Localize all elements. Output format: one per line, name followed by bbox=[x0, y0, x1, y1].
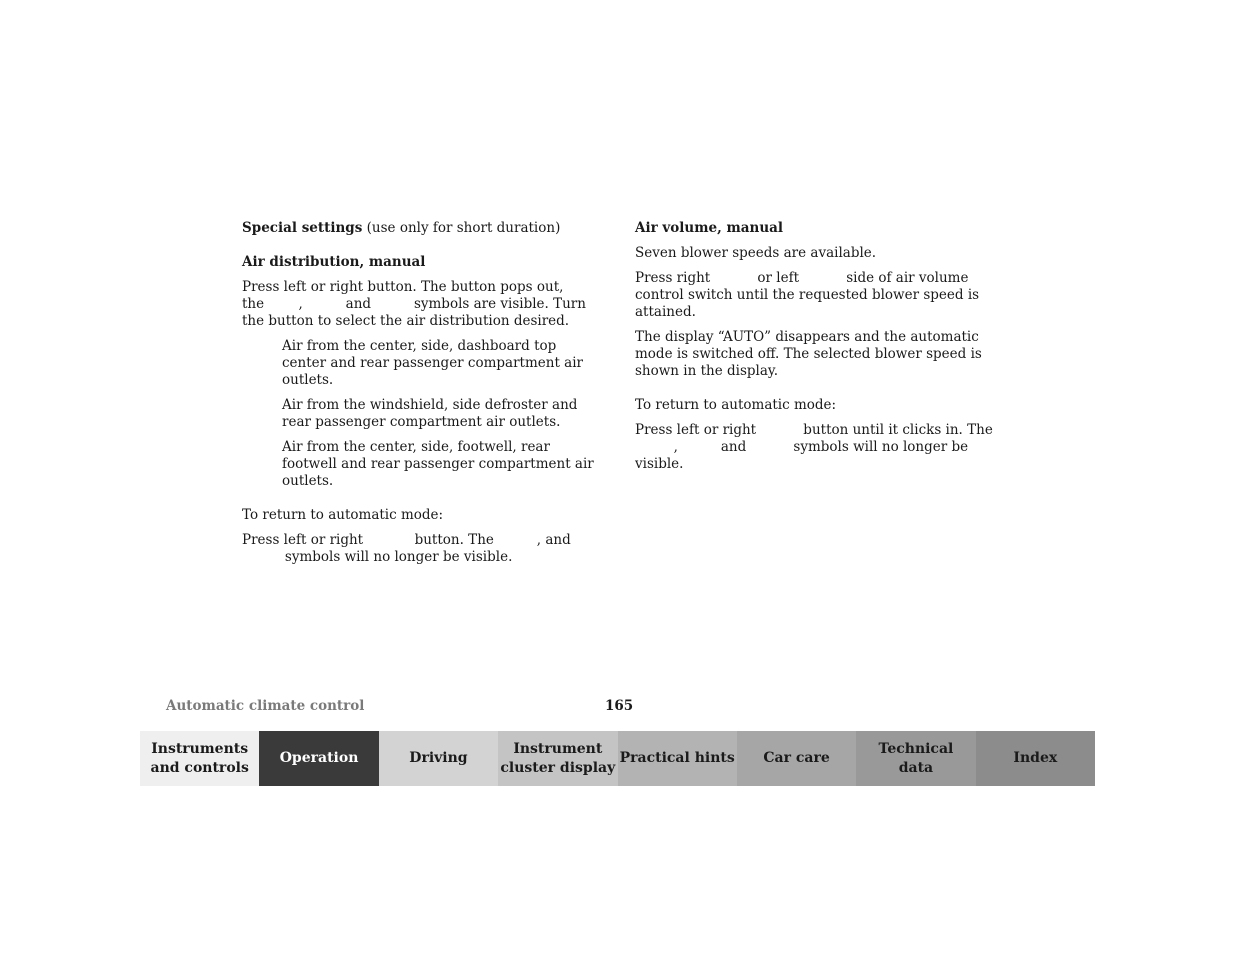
air-distribution-option-2: Air from the windshield, side defroster and rear passenger compartment air outlets. bbox=[282, 397, 578, 430]
air-volume-instructions: Press right or left side of air volume control switch until the requested blower speed is attained. bbox=[635, 270, 980, 320]
right-column bbox=[635, 220, 997, 481]
air-distribution-instructions: Press left or right button. The button pops out, the , and symbols are visible. Turn the button to select the air distribution desired. bbox=[242, 279, 586, 329]
return-automatic-heading: To return to automatic mode: bbox=[242, 507, 444, 523]
auto-display-text: The display “AUTO” disappears and the automatic mode is switched off. The selected blower speed is shown in the display. bbox=[635, 329, 982, 379]
tab-practical-hints[interactable]: Practical hints bbox=[618, 731, 737, 786]
left-column bbox=[242, 220, 604, 574]
page-number: 165 bbox=[605, 698, 634, 714]
air-distribution-option-3: Air from the center, side, footwell, rear footwell and rear passenger compartment air outlets. bbox=[282, 439, 594, 489]
chapter-navigation bbox=[140, 731, 1095, 786]
tab-car-care[interactable]: Car care bbox=[737, 731, 856, 786]
return-automatic-heading-right: To return to automatic mode: bbox=[635, 397, 837, 413]
blower-speeds-text: Seven blower speeds are available. bbox=[635, 245, 877, 261]
tab-instruments-and-controls[interactable]: Instruments and controls bbox=[140, 731, 259, 786]
tab-index[interactable]: Index bbox=[976, 731, 1095, 786]
tab-operation[interactable]: Operation bbox=[259, 731, 378, 786]
special-settings-line bbox=[242, 220, 604, 237]
return-automatic-instructions: Press left or right button. The , and symbols will no longer be visible. bbox=[242, 532, 571, 565]
special-settings-heading: Special settings bbox=[242, 220, 363, 236]
air-distribution-option-1: Air from the center, side, dashboard top center and rear passenger compartment air outlets. bbox=[282, 338, 584, 388]
tab-instrument-cluster-display[interactable]: Instrument cluster display bbox=[498, 731, 617, 786]
tab-driving[interactable]: Driving bbox=[379, 731, 498, 786]
tab-technical-data[interactable]: Technical data bbox=[856, 731, 975, 786]
air-distribution-heading: Air distribution, manual bbox=[242, 254, 426, 270]
return-automatic-instructions-right: Press left or right button until it clicks in. The , and symbols will no longer be visible. bbox=[635, 422, 993, 472]
air-volume-heading: Air volume, manual bbox=[635, 220, 784, 236]
section-title: Automatic climate control bbox=[166, 698, 365, 714]
special-settings-note: (use only for short duration) bbox=[362, 220, 561, 236]
